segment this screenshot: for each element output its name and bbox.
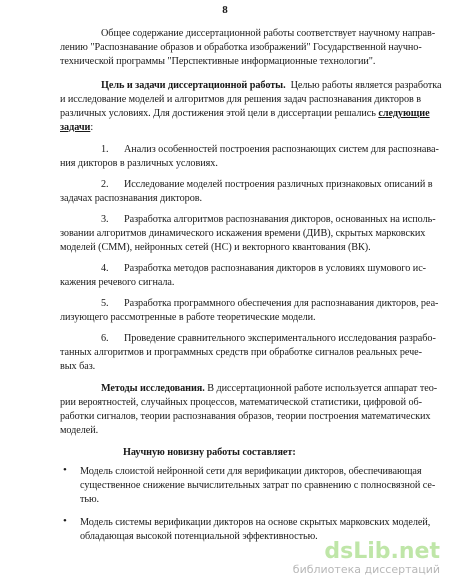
novelty-2-line-1: Модель системы верификации дикторов на основе скрытых марковских моделей, [80,517,431,528]
goal-line-4 [60,121,93,134]
methods-line-1-rest: В диссертационной работе используется аппарат тео- [204,383,438,394]
task-2-line-1: Исследование моделей построения различных признаковых описаний в [124,179,433,190]
bullet-icon: • [63,464,67,476]
goal-line-3 [60,107,430,120]
task-6-number: 6. [101,333,109,344]
intro-line-1: Общее содержание диссертационной работы соответствует научному направ- [101,28,436,39]
task-6-line-1: Проведение сравнительного экспериментального исследования разрабо- [124,333,436,344]
methods-line-3: работки сигналов, теории распознавания образов, теории построения математических [60,411,431,422]
task-4-line-2: кажения речевого сигнала. [60,277,175,288]
methods-heading: Методы исследования. [101,383,205,394]
bullet-icon: • [63,515,67,527]
task-1-line-2: ния дикторов в различных условиях. [60,158,218,169]
methods-line-4: моделей. [60,425,99,436]
novelty-1-line-2: существенное снижение вычислительных затрат по сравнению с полносвязной се- [80,480,436,491]
task-2-number: 2. [101,179,109,190]
goal-emph-tasks: задачи [60,122,91,133]
task-3-line-1: Разработка алгоритмов распознавания дикторов, основанных на исполь- [124,214,436,225]
task-5-number: 5. [101,298,109,309]
goal-heading: Цель и задачи диссертационной работы. [101,80,286,91]
intro-line-3: технической программы "Перспективные информационные технологии". [60,56,376,67]
novelty-1-line-3: тью. [80,494,100,505]
goal-line-1 [101,79,442,92]
task-2-line-2: задачах распознавания дикторов. [60,193,202,204]
task-4-number: 4. [101,263,109,274]
novelty-2-line-2: обладающая высокой потенциальной эффективностью. [80,531,318,542]
methods-line-2: рии вероятностей, случайных процессов, математической статистики, цифровой об- [60,397,422,408]
intro-line-2: лению "Распознавание образов и обработка изображений" Государственной научно- [60,42,422,53]
goal-emph-next: следующие [378,108,430,119]
watermark-subtitle: библиотека диссертаций [292,563,440,576]
task-1-number: 1. [101,144,109,155]
task-5-line-2: лизующего рассмотренные в работе теоретические модели. [60,312,316,323]
task-3-line-3: моделей (СММ), нейронных сетей (НС) и векторного квантования (ВК). [60,242,371,253]
novelty-1-line-1: Модель слоистой нейронной сети для верификации дикторов, обеспечивающая [80,466,422,477]
page-number: 8 [222,4,228,16]
novelty-heading: Научную новизну работы составляет: [123,447,296,458]
task-5-line-1: Разработка программного обеспечения для распознавания дикторов, реа- [124,298,439,309]
task-1-line-1: Анализ особенностей построения распознающих систем для распознава- [124,144,439,155]
task-3-line-2: зовании алгоритмов динамического искажения времени (ДИВ), скрытых марковских [60,228,426,239]
goal-colon: : [90,122,94,133]
task-3-number: 3. [101,214,109,225]
goal-line-3-text: различных условиях. Для достижения этой цели в диссертации решались [60,108,379,119]
goal-line-2: и исследование моделей и алгоритмов для решения задач распознавания дикторов в [60,94,422,105]
watermark-logo: dsLib.net [324,539,440,564]
watermark [293,541,440,576]
task-4-line-1: Разработка методов распознавания дикторов в условиях шумового ис- [124,263,427,274]
task-6-line-3: вых баз. [60,361,96,372]
task-6-line-2: танных алгоритмов и программных средств при обработке сигналов реальных рече- [60,347,422,358]
methods-line-1 [101,382,437,395]
goal-line-1-rest: Целью работы является разработка [290,80,442,91]
